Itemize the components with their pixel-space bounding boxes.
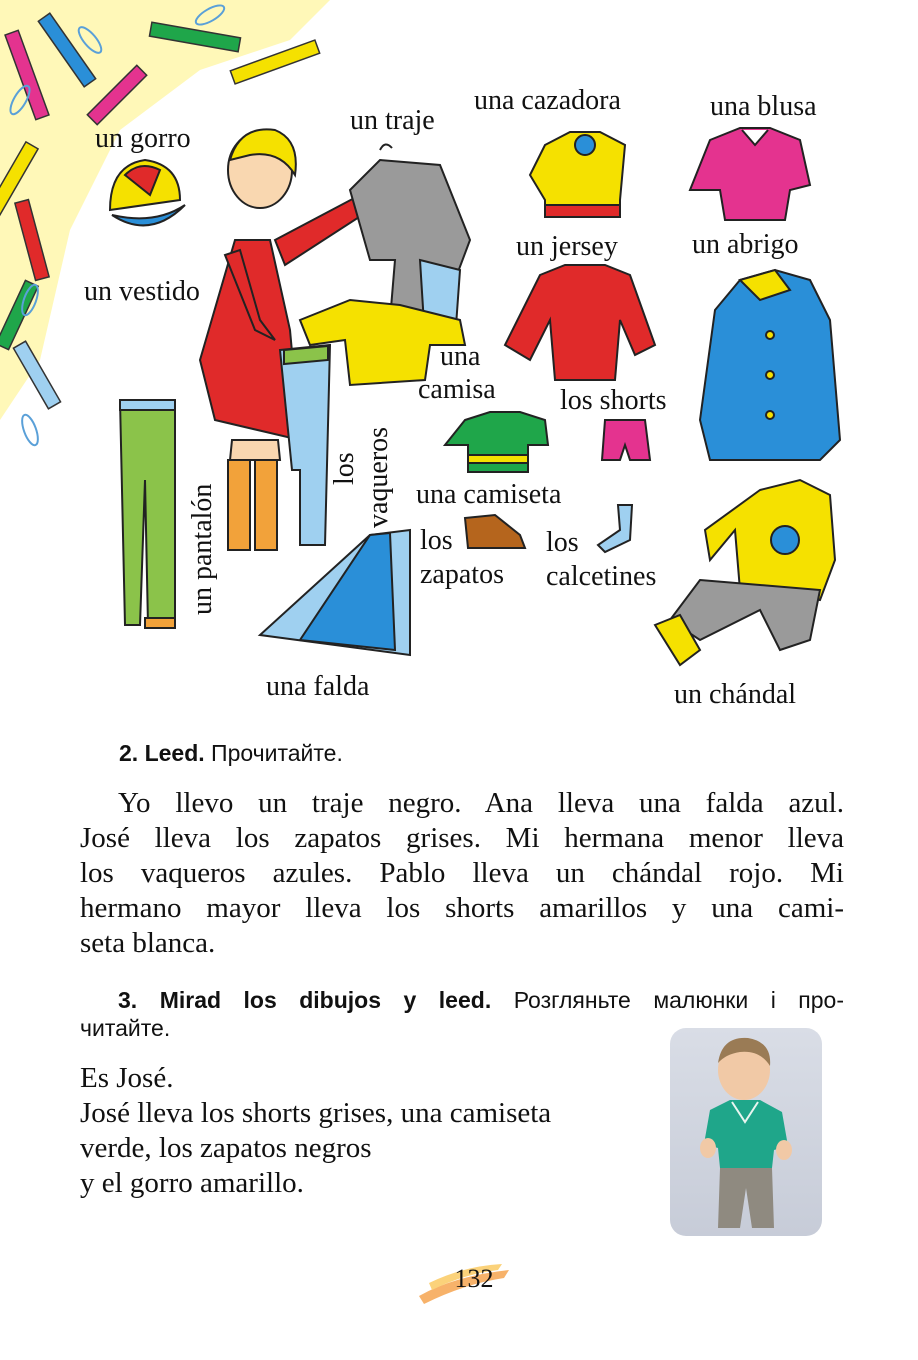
label-un-traje: un traje [350, 105, 435, 136]
shoes-drawing [465, 515, 525, 548]
exercise-3-line-1: Es José. [80, 1062, 174, 1094]
tracksuit-drawing [655, 480, 835, 665]
exercise-2-line-4: hermano mayor lleva los shorts amarillos y una cami- [80, 892, 844, 924]
exercise-2-line-1: Yo llevo un traje negro. Ana lleva una falda azul. [118, 787, 844, 819]
label-los-vaqueros-los: los [329, 452, 360, 485]
label-un-vestido: un vestido [84, 276, 200, 307]
blouse-drawing [690, 128, 810, 220]
cap-drawing [110, 160, 185, 225]
jacket-drawing [530, 132, 625, 217]
exercise-3-heading [80, 985, 844, 1015]
sweater-drawing [505, 265, 655, 380]
exercise-2-translation: Прочитайте. [211, 740, 343, 766]
exercise-2-line-3: los vaqueros azules. Pablo lleva un chándal rojo. Mi [80, 857, 844, 889]
exercise-3-text [80, 1061, 660, 1201]
exercise-2-text [80, 786, 844, 961]
trousers-drawing [120, 400, 175, 628]
coat-drawing [700, 270, 840, 460]
label-los-zapatos-los: los [420, 525, 453, 556]
label-una-cazadora: una cazadora [474, 85, 621, 116]
exercise-2-number: 2. [119, 740, 139, 766]
exercise-3-line-2: José lleva los shorts grises, una camiseta [80, 1097, 552, 1129]
label-un-gorro: un gorro [95, 123, 191, 154]
label-un-abrigo: un abrigo [692, 229, 799, 260]
exercise-3-translation-1: Розгляньте малюнки і про- [513, 987, 844, 1013]
exercise-3-title: Mirad los dibujos y leed. [159, 987, 492, 1013]
exercise-3-heading-continued [80, 1013, 170, 1043]
jeans-drawing [280, 345, 330, 545]
label-zapatos: zapatos [420, 559, 504, 590]
label-una-camiseta: una camiseta [416, 479, 562, 510]
skirt-drawing [260, 530, 410, 655]
label-calcetines: calcetines [546, 561, 657, 592]
label-un-chandal: un chándal [674, 679, 797, 710]
exercise-3-line-3: verde, los zapatos negros [80, 1132, 372, 1164]
label-los-shorts: los shorts [560, 385, 667, 416]
tshirt-drawing [445, 412, 548, 472]
label-camisa: camisa [418, 374, 496, 405]
label-un-jersey: un jersey [516, 231, 618, 262]
exercise-2-line-2: José lleva los zapatos grises. Mi hermana menor lleva [80, 822, 844, 854]
label-una-falda: una falda [266, 671, 370, 702]
label-los-calcetines-los: los [546, 527, 579, 558]
exercise-3-line-4: y el gorro amarillo. [80, 1167, 304, 1199]
label-un-pantalon: un pantalón [187, 483, 218, 615]
page-number-badge [424, 1258, 504, 1308]
exercise-2-title: Leed. [144, 740, 205, 766]
boy-photo [670, 1028, 822, 1236]
exercise-2-heading [119, 738, 343, 768]
label-una-blusa: una blusa [710, 91, 817, 122]
boy-figure [670, 1028, 822, 1236]
socks-drawing [598, 505, 632, 552]
label-los-vaqueros-vaqueros: vaqueros [363, 426, 394, 528]
exercise-2-line-5: seta blanca. [80, 927, 216, 959]
label-una: una [440, 341, 481, 372]
exercise-3-translation-2: читайте. [80, 1015, 171, 1041]
page-number: 132 [454, 1264, 494, 1293]
exercise-3-number: 3. [118, 987, 138, 1013]
shorts-drawing [602, 420, 650, 460]
